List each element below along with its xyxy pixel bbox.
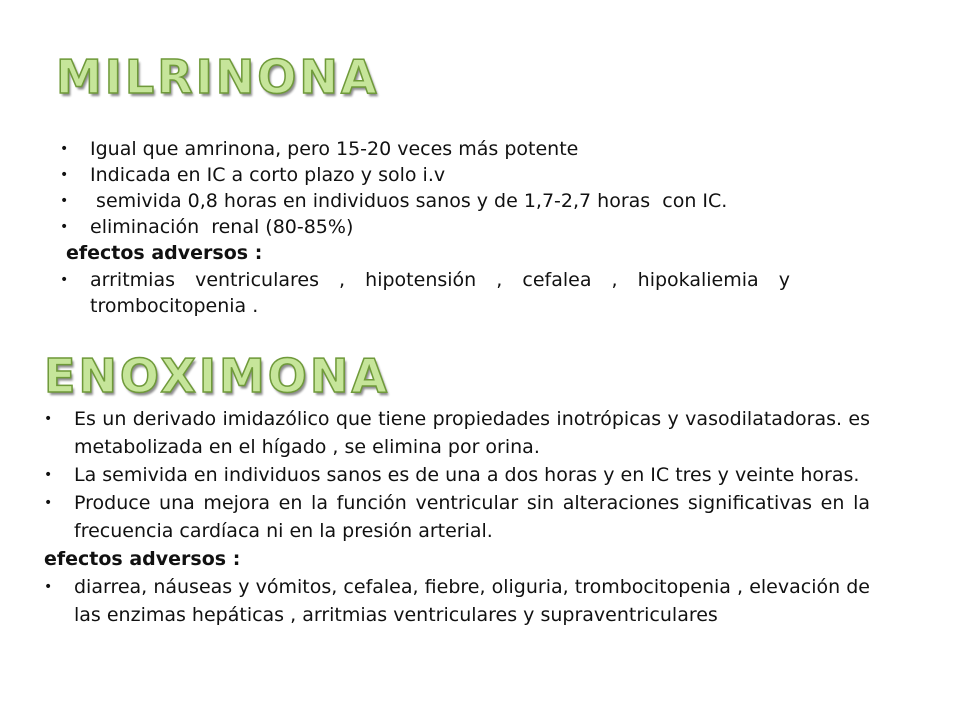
bullet-icon: • xyxy=(44,411,53,427)
bullet-text: Produce una mejora en la función ventricular sin alteraciones significativas en la frecuencia cardíaca ni en la presión arterial. xyxy=(74,492,870,542)
bullet-text: diarrea, náuseas y vómitos, cefalea, fiebre, oliguria, trombocitopenia , elevación de las enzimas hepáticas , arritmias ventriculares y supraventriculares xyxy=(74,576,870,626)
milrinona-adverse-list xyxy=(60,267,840,319)
bullet-text: arritmias ventriculares , hipotensión , cefalea , hipokaliemia y trombocitopenia . xyxy=(90,269,790,317)
enoximona-title: ENOXIMONA xyxy=(44,349,390,403)
list-item xyxy=(44,461,870,489)
bullet-text: Igual que amrinona, pero 15-20 veces más potente xyxy=(90,138,579,160)
list-item xyxy=(44,573,870,629)
bullet-icon: • xyxy=(60,193,69,209)
enoximona-bullet-list xyxy=(44,405,870,545)
bullet-text: semivida 0,8 horas en individuos sanos y de 1,7-2,7 horas con IC. xyxy=(90,190,728,212)
bullet-icon: • xyxy=(60,272,69,288)
list-item xyxy=(60,136,840,162)
list-item xyxy=(44,489,870,545)
adverse-effects-heading: efectos adversos : xyxy=(44,548,241,570)
list-item xyxy=(60,267,840,319)
list-item xyxy=(60,188,840,214)
enoximona-section xyxy=(44,405,870,629)
bullet-text: Es un derivado imidazólico que tiene propiedades inotrópicas y vasodilatadoras. es metabolizada en el hígado , se elimina por orina. xyxy=(74,408,870,458)
bullet-icon: • xyxy=(60,219,69,235)
list-item xyxy=(60,162,840,188)
bullet-icon: • xyxy=(60,167,69,183)
bullet-icon: • xyxy=(44,495,53,511)
list-item xyxy=(44,405,870,461)
milrinona-title: MILRINONA xyxy=(56,50,380,104)
list-item xyxy=(60,214,840,240)
bullet-icon: • xyxy=(44,467,53,483)
bullet-text: eliminación renal (80-85%) xyxy=(90,216,354,238)
bullet-text: La semivida en individuos sanos es de una a dos horas y en IC tres y veinte horas. xyxy=(74,464,860,486)
milrinona-section xyxy=(60,136,840,319)
adverse-effects-heading: efectos adversos : xyxy=(66,242,263,264)
enoximona-adverse-list xyxy=(44,573,870,629)
bullet-icon: • xyxy=(44,579,53,595)
bullet-text: Indicada en IC a corto plazo y solo i.v xyxy=(90,164,446,186)
milrinona-bullet-list xyxy=(60,136,840,240)
bullet-icon: • xyxy=(60,141,69,157)
